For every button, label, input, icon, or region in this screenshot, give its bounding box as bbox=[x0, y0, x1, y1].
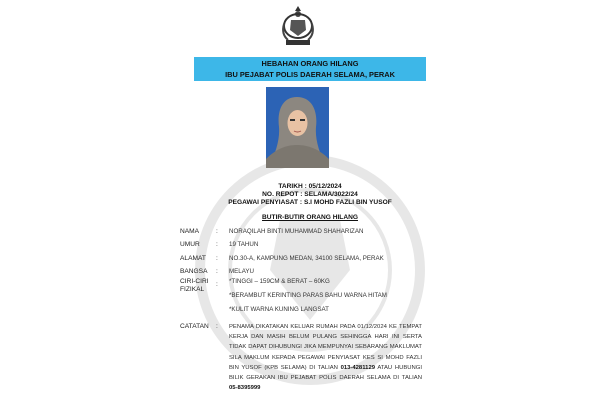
missing-person-photo bbox=[266, 87, 329, 168]
phone-officer: 013-4281129 bbox=[340, 364, 375, 371]
colon: : bbox=[216, 241, 218, 248]
field-label-catatan: CATATAN bbox=[180, 323, 209, 330]
investigating-officer: PEGAWAI PENYIASAT : S.I MOHD FAZLI BIN YUSOF bbox=[228, 199, 392, 206]
colon: : bbox=[216, 255, 218, 262]
colon: : bbox=[216, 268, 218, 275]
section-title: BUTIR-BUTIR ORANG HILANG bbox=[262, 214, 358, 221]
colon: : bbox=[216, 228, 218, 235]
catatan-text-a: PENAMA DIKATAKAN KELUAR RUMAH PADA 01/12/2024 KE TEMPAT KERJA DAN MASIH BELUM PULANG SEHINGGA HARI INI SERTA TIDAK DAPAT DIHUBUNGI JIKA MEMPUNYAI SEBARANG MAKLUMAT SILA MAKLUM KEPADA PEGAWAI PENYIASAT KES SI MOHD FAZLI BIN YUSOF (KPB SELAMA) DI TALIAN bbox=[229, 324, 422, 371]
colon: : bbox=[216, 323, 218, 330]
title-banner bbox=[194, 57, 426, 81]
field-label-umur: UMUR bbox=[180, 241, 200, 248]
colon: : bbox=[216, 281, 218, 288]
field-label-ciri-1: CIRI-CIRI bbox=[180, 278, 209, 285]
banner-title: HEBAHAN ORANG HILANG bbox=[261, 59, 359, 68]
field-value-ciri-1: *TINGGI – 159CM & BERAT – 60KG bbox=[229, 278, 330, 285]
catatan-text bbox=[229, 322, 422, 393]
field-label-nama: NAMA bbox=[180, 228, 200, 235]
report-date: TARIKH : 05/12/2024 bbox=[278, 183, 342, 190]
field-label-alamat: ALAMAT bbox=[180, 255, 206, 262]
field-value-alamat: NO.30-A, KAMPUNG MEDAN, 34100 SELAMA, PERAK bbox=[229, 255, 384, 262]
field-value-bangsa: MELAYU bbox=[229, 268, 254, 275]
field-value-ciri-3: *KULIT WARNA KUNING LANGSAT bbox=[229, 306, 329, 313]
field-label-bangsa: BANGSA bbox=[180, 268, 208, 275]
report-number: NO. REPOT : SELAMA/3022/24 bbox=[262, 191, 358, 198]
field-value-umur: 19 TAHUN bbox=[229, 241, 259, 248]
phone-operations-room: 05-8395999 bbox=[229, 385, 261, 392]
field-value-ciri-2: *BERAMBUT KERINTING PARAS BAHU WARNA HITAM bbox=[229, 292, 387, 299]
police-crest-icon bbox=[278, 4, 318, 46]
field-label-ciri-2: FIZIKAL bbox=[180, 286, 205, 293]
field-value-nama: NORAQILAH BINTI MUHAMMAD SHAHARIZAN bbox=[229, 228, 364, 235]
catatan-text-b: ATAU HUBUNGI BILIK GERAKAN IBU PEJABAT POLIS DAERAH SELAMA DI TALIAN bbox=[229, 364, 423, 382]
banner-subtitle: IBU PEJABAT POLIS DAERAH SELAMA, PERAK bbox=[225, 70, 395, 79]
